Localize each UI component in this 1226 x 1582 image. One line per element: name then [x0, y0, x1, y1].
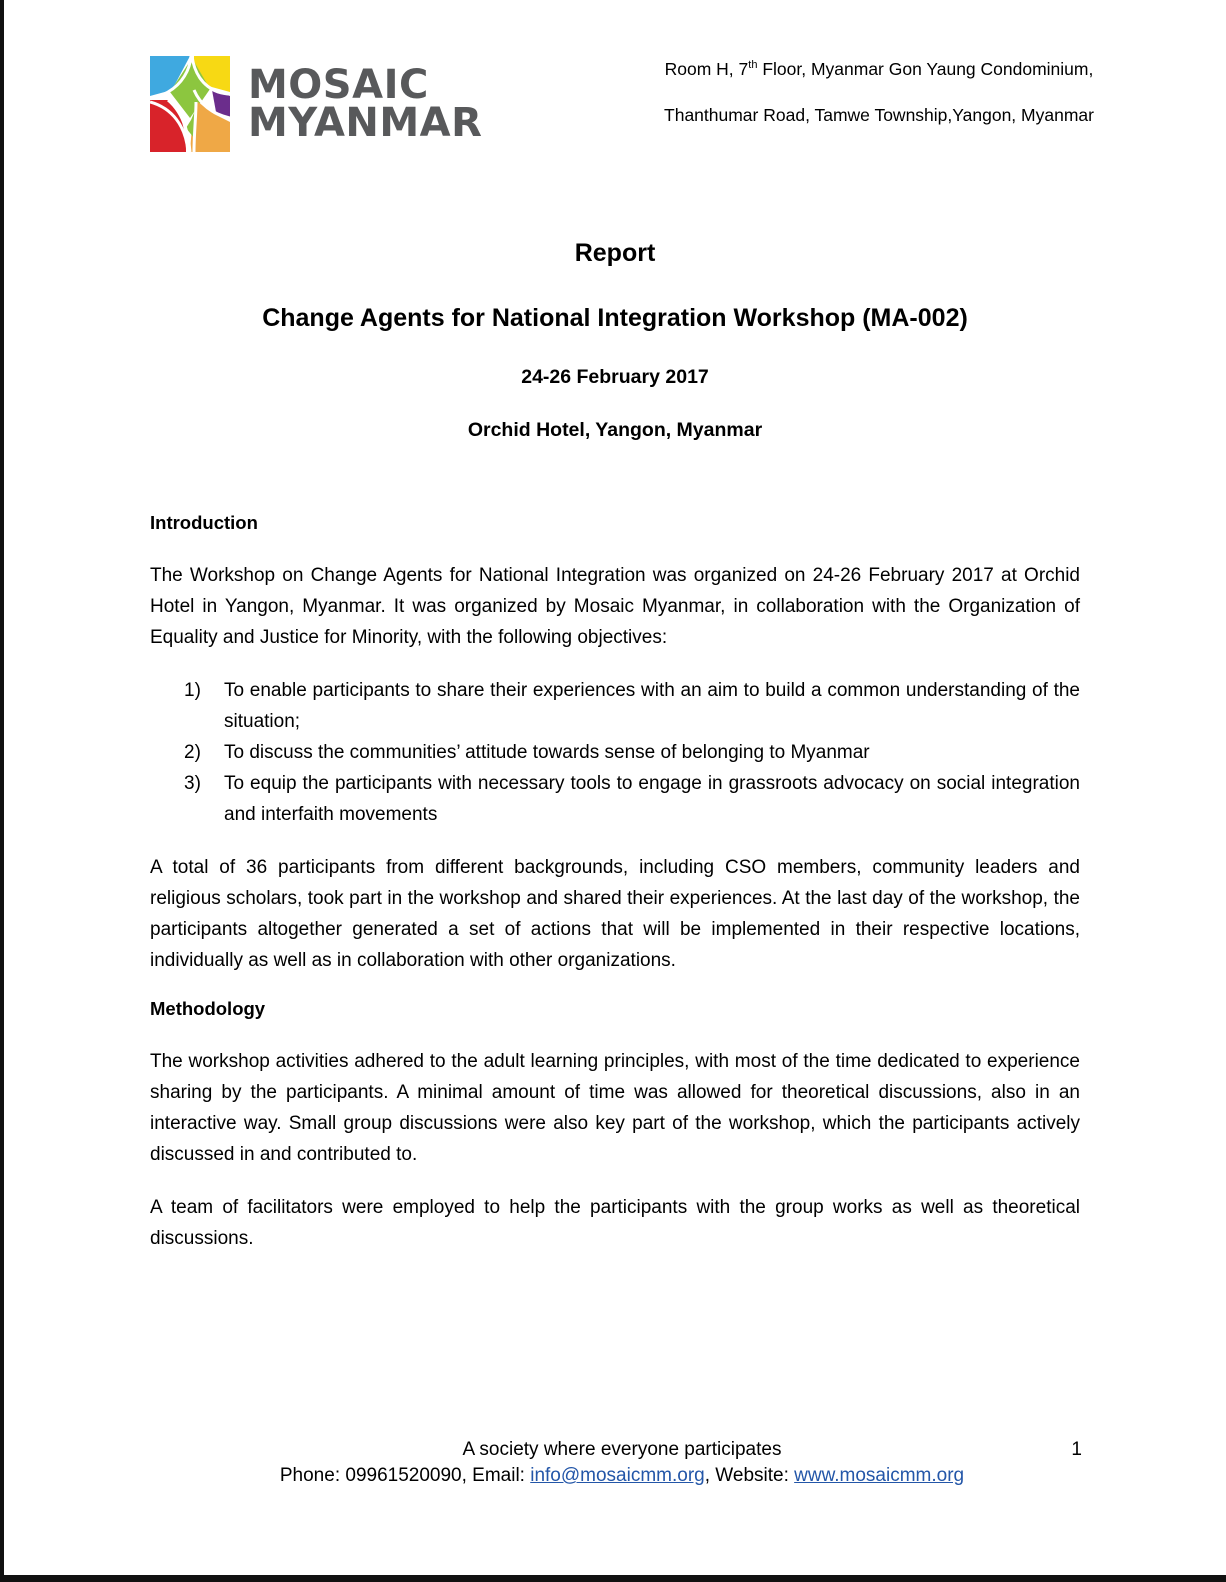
document-footer	[4, 1437, 1226, 1489]
footer-phone-label: Phone: 09961520090, Email:	[279, 1465, 531, 1486]
methodology-paragraph-2: A team of facilitators were employed to help the participants with the group works as well as theoretical discussions.	[150, 1197, 1080, 1250]
introduction-paragraph-1: The Workshop on Change Agents for National Integration was organized on 24-26 February 2017 at Orchid Hotel in Yangon, Myanmar. It was organized by Mosaic Myanmar, in collaboration with the Organization of Equality and Justice for Minority, with the following objectives:	[150, 565, 1080, 649]
brand-line-mosaic: MOSAIC	[248, 62, 429, 108]
document-body	[150, 512, 1080, 1254]
footer-website-link[interactable]: www.mosaicmm.org	[794, 1465, 965, 1486]
address-line-1	[644, 60, 1114, 78]
footer-email-link[interactable]: info@mosaicmm.org	[530, 1465, 705, 1486]
introduction-paragraph-2: A total of 36 participants from different backgrounds, including CSO members, community leaders and religious scholars, took part in the workshop and shared their experiences. At the last day of the workshop, the participants altogether generated a set of actions that will be implemented in their respective locations, individually as well as in collaboration with other organizations.	[150, 857, 1080, 972]
report-title-block	[150, 238, 1080, 443]
list-item-label: To enable participants to share their experiences with an aim to build a common understanding of the situation;	[224, 680, 1080, 733]
address-line-2: Thanthumar Road, Tamwe Township,Yangon, Myanmar	[664, 105, 1094, 126]
footer-tagline: A society where everyone participates	[462, 1439, 782, 1460]
address-line-1-before: Room H, 7	[664, 59, 749, 79]
list-item	[150, 768, 1080, 830]
mosaic-myanmar-logo-icon	[150, 56, 230, 152]
address-ordinal-suffix: th	[748, 59, 758, 72]
list-item	[150, 675, 1080, 737]
workshop-venue: Orchid Hotel, Yangon, Myanmar	[467, 419, 763, 442]
workshop-title: Change Agents for National Integration Workshop (MA-002)	[262, 304, 968, 332]
brand-wordmark	[248, 62, 483, 146]
page-number: 1	[1071, 1439, 1082, 1460]
office-address	[644, 60, 1114, 125]
list-item-number: 3)	[184, 773, 201, 795]
section-heading-methodology: Methodology	[150, 998, 266, 1020]
footer-website-label: , Website:	[704, 1465, 795, 1486]
page-title: Report	[574, 239, 656, 267]
brand-line-myanmar: MYANMAR	[248, 100, 483, 146]
list-item-number: 2)	[184, 742, 201, 764]
brand-lockup	[150, 56, 482, 152]
footer-contact-line	[4, 1463, 1226, 1489]
section-heading-introduction: Introduction	[150, 512, 258, 533]
list-item	[150, 737, 1080, 768]
list-item-number: 1)	[184, 680, 201, 702]
list-item-label: To equip the participants with necessary tools to engage in grassroots advocacy on social integration and interfaith movements	[224, 773, 1080, 826]
workshop-dates: 24-26 February 2017	[521, 366, 709, 388]
methodology-paragraph-1: The workshop activities adhered to the adult learning principles, with most of the time dedicated to experience sharing by the participants. A minimal amount of time was allowed for theoretical discussions, also in an interactive way. Small group discussions were also key part of the workshop, which the participants actively discussed in and contributed to.	[150, 1051, 1080, 1166]
objectives-list	[150, 675, 1080, 830]
list-item-label: To discuss the communities’ attitude towards sense of belonging to Myanmar	[224, 742, 870, 764]
document-header	[4, 0, 1226, 190]
address-line-1-after: Floor, Myanmar Gon Yaung Condominium,	[757, 59, 1094, 79]
